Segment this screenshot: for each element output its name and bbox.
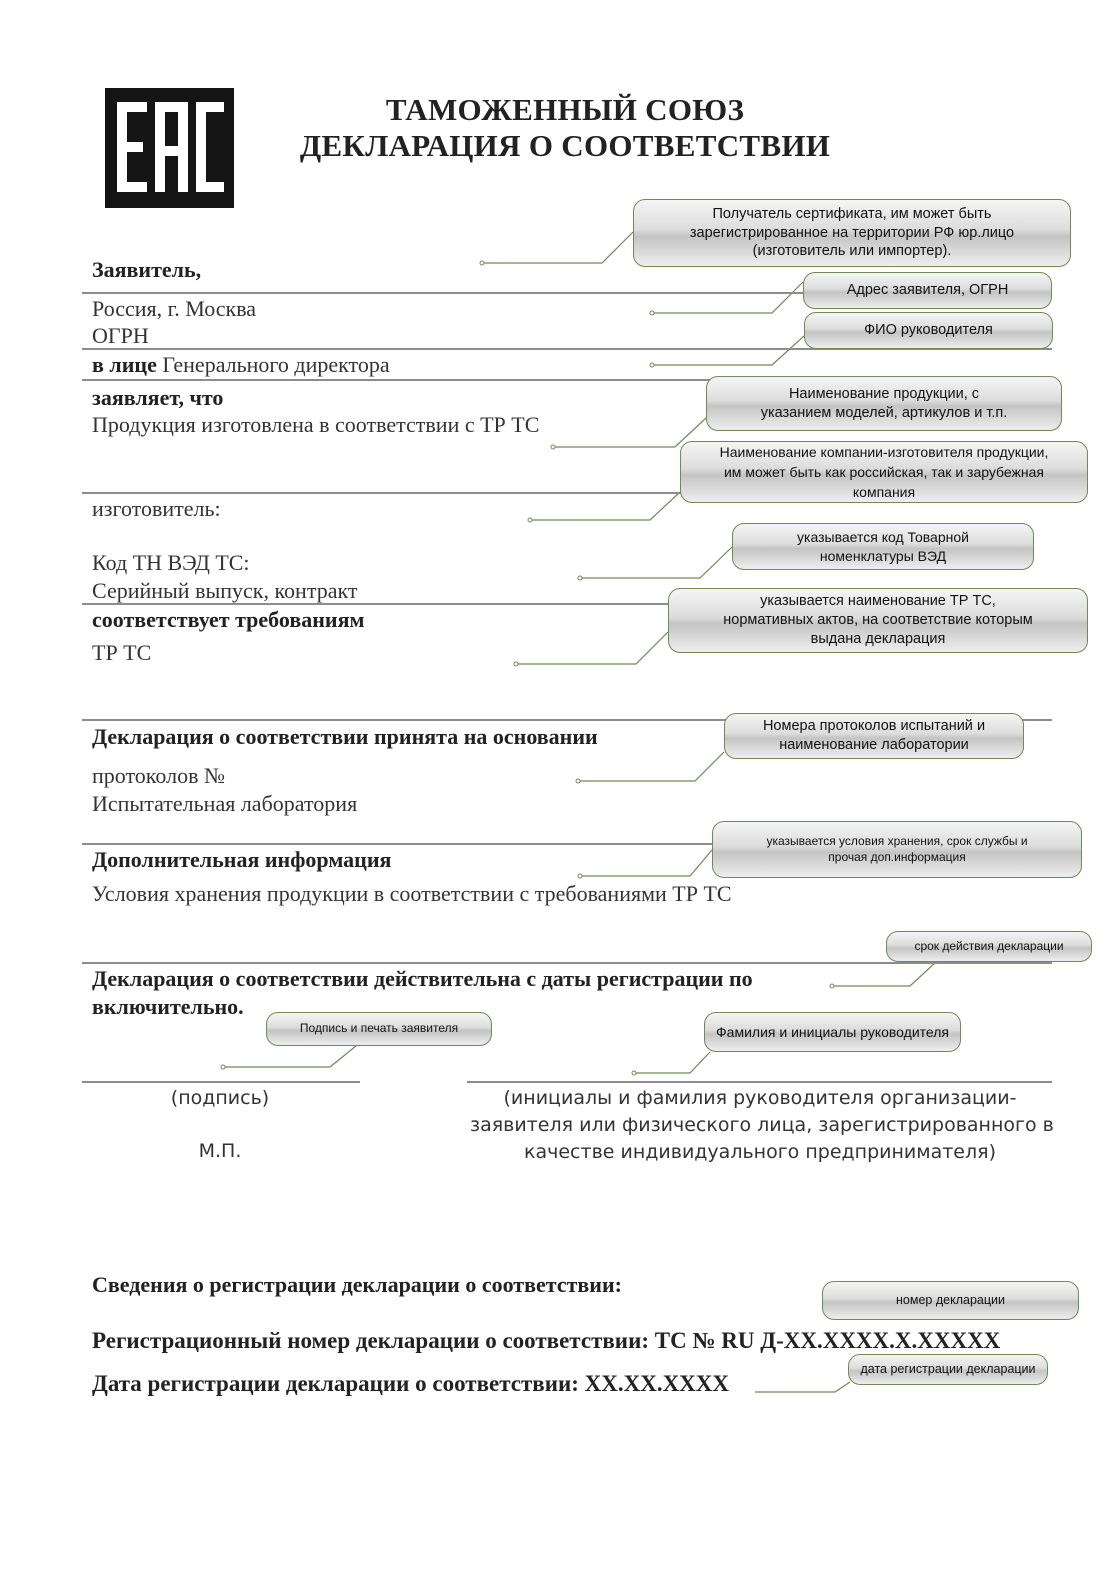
manufacturer-label: изготовитель:	[92, 496, 221, 521]
laboratory-text: Испытательная лаборатория	[92, 791, 358, 816]
callout-recipient-line-3: (изготовитель или импортер).	[752, 243, 952, 260]
basis-label: Декларация о соответствии принята на основании	[92, 724, 598, 749]
callout-signature	[266, 1012, 492, 1046]
callout-product	[706, 376, 1062, 431]
initials-caption-3: качестве индивидуального предпринимателя)	[524, 1141, 996, 1163]
reg-number-label: Регистрационный номер декларации о соответствии: ТС № RU Д-XX.XXXX.X.XXXXX	[92, 1328, 1001, 1353]
initials-line	[467, 1081, 1052, 1083]
callout-additional-line-2: прочая доп.информация	[828, 849, 966, 864]
callout-manufacturer	[680, 441, 1088, 503]
header-line-2: ДЕКЛАРАЦИЯ О СООТВЕТСТВИИ	[299, 128, 831, 163]
callout-signature-text: Подпись и печать заявителя	[299, 1021, 459, 1036]
callout-tnved-line-2: номенклатуры ВЭД	[819, 547, 947, 564]
additional-label: Дополнительная информация	[92, 847, 392, 872]
callout-head-name	[704, 1012, 961, 1052]
callout-validity	[886, 931, 1092, 962]
callout-recipient-line-2: зарегистрированное на территории РФ юр.лицо	[689, 224, 1015, 241]
callout-validity-text: срок действия декларации	[914, 938, 1064, 953]
callout-director-text: ФИО руководителя	[864, 322, 993, 339]
address-line-1: Россия, г. Москва	[92, 296, 257, 321]
callout-recipient	[633, 199, 1071, 267]
signature-caption: (подпись)	[170, 1087, 270, 1109]
callout-tr-ts-line-3: выдана декларация	[810, 630, 946, 647]
callout-manufacturer-line-3: компания	[852, 484, 916, 501]
callout-protocols-line-2: наименование лаборатории	[779, 737, 969, 753]
callout-tr-ts-line-1: указывается наименование ТР ТС,	[760, 593, 996, 610]
tr-ts-text: ТР ТС	[92, 640, 152, 665]
callout-reg-date	[848, 1354, 1048, 1385]
initials-caption-2: заявителя или физического лица, зарегистрированного в	[470, 1114, 1054, 1136]
callout-product-line-1: Наименование продукции, с	[788, 385, 980, 402]
product-text: Продукция изготовлена в соответствии с ТР ТС	[92, 412, 540, 437]
callout-address-text: Адрес заявителя, ОГРН	[846, 282, 1009, 299]
tnved-label: Код ТН ВЭД ТС:	[92, 550, 250, 575]
signature-line	[82, 1081, 360, 1083]
address-line-2: ОГРН	[92, 323, 149, 348]
callout-additional-line-1: указывается условия хранения, срок службы и	[766, 833, 1028, 848]
registration-heading: Сведения о регистрации декларации о соответствии:	[92, 1272, 622, 1297]
protocols-text: протоколов №	[92, 763, 225, 788]
storage-text: Условия хранения продукции в соответствии с требованиями ТР ТС	[92, 881, 732, 906]
callout-reg-number	[822, 1281, 1079, 1320]
callout-additional	[712, 821, 1082, 878]
callout-director	[804, 312, 1053, 349]
callout-address	[803, 272, 1052, 309]
declares-label: заявляет, что	[92, 385, 224, 410]
validity-line-2: включительно.	[92, 994, 244, 1019]
callout-tr-ts	[668, 588, 1088, 653]
callout-head-name-text: Фамилия и инициалы руководителя	[716, 1023, 949, 1040]
callout-tnved-line-1: указывается код Товарной	[797, 529, 969, 546]
header-line-1: ТАМОЖЕННЫЙ СОЮЗ	[385, 92, 745, 127]
initials-caption-1: (инициалы и фамилия руководителя организации-	[503, 1087, 1017, 1109]
callout-reg-date-text: дата регистрации декларации	[860, 1362, 1036, 1377]
serial-text: Серийный выпуск, контракт	[92, 578, 358, 603]
complies-label: соответствует требованиям	[92, 607, 365, 632]
callout-reg-number-text: номер декларации	[896, 1293, 1005, 1308]
divider	[82, 962, 1052, 964]
represented-bold: в лице	[92, 352, 157, 377]
validity-line-1: Декларация о соответствии действительна с даты регистрации по	[92, 966, 753, 991]
callout-protocols	[724, 713, 1024, 759]
callout-product-line-2: указанием моделей, артикулов и т.п.	[760, 404, 1008, 421]
callout-recipient-line-1: Получатель сертификата, им может быть	[712, 205, 992, 222]
callout-tnved	[732, 523, 1034, 570]
callout-manufacturer-line-1: Наименование компании-изготовителя продукции,	[719, 443, 1049, 460]
represented-line	[92, 352, 390, 378]
callout-tr-ts-line-2: нормативных актов, на соответствие которым	[723, 612, 1033, 629]
stamp-label: М.П.	[198, 1140, 242, 1162]
reg-date-label: Дата регистрации декларации о соответствии: XX.XX.XXXX	[92, 1371, 730, 1396]
callout-protocols-line-1: Номера протоколов испытаний и	[762, 718, 986, 735]
applicant-label: Заявитель,	[92, 257, 202, 282]
callout-manufacturer-line-2: им может быть как российская, так и зарубежная	[723, 463, 1044, 480]
represented-rest: Генерального директора	[156, 352, 390, 377]
